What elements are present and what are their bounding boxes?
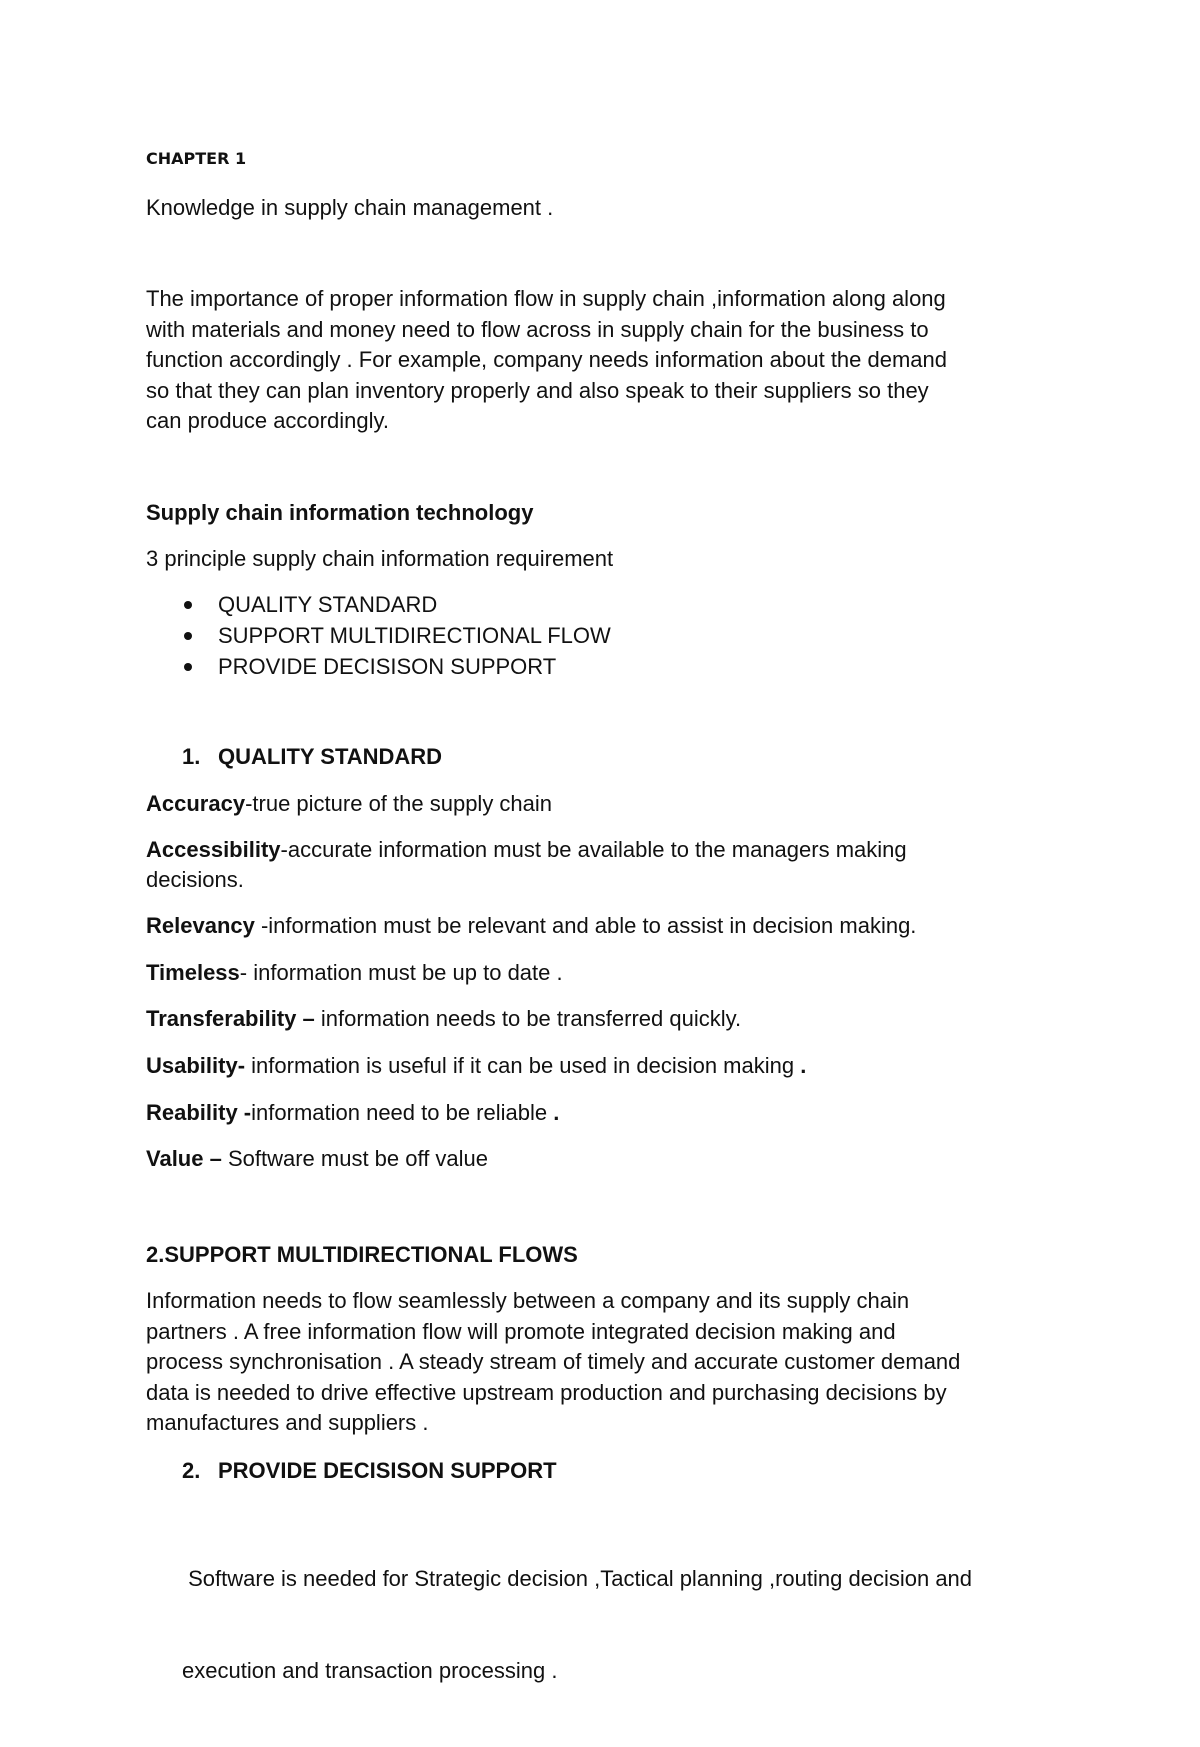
intro-paragraph — [146, 284, 947, 437]
requirement-text: QUALITY STANDARD — [218, 592, 438, 617]
quality-item-relevancy — [146, 911, 916, 941]
requirement-item — [146, 651, 611, 682]
decision-paragraph — [182, 1503, 972, 1747]
requirements-intro: 3 principle supply chain information requirement — [146, 546, 614, 571]
bullet-icon — [184, 663, 192, 671]
section-number: 1. — [182, 744, 201, 769]
flows-line: Information needs to flow seamlessly between a company and its supply chain — [146, 1288, 910, 1313]
requirements-list — [146, 589, 611, 682]
requirement-item — [146, 620, 611, 651]
quality-desc: information need to be reliable — [251, 1100, 554, 1125]
quality-term: Timeless — [146, 960, 240, 985]
quality-term: Value – — [146, 1146, 222, 1171]
quality-desc: Software must be off value — [221, 1146, 489, 1171]
quality-term: Accessibility — [146, 837, 281, 862]
quality-term: Relevancy — [146, 913, 261, 938]
quality-item-transferability — [146, 1004, 741, 1034]
decision-line: execution and transaction processing . — [182, 1657, 558, 1683]
intro-line: function accordingly . For example, company needs information about the demand — [146, 347, 948, 372]
bullet-icon — [184, 601, 192, 609]
quality-item-accuracy — [146, 789, 552, 819]
flows-line: partners . A free information flow will promote integrated decision making and — [146, 1318, 896, 1344]
flows-line: process synchronisation . A steady stream of timely and accurate customer demand — [146, 1349, 961, 1374]
quality-tail: . — [800, 1053, 807, 1078]
decision-line: Software is needed for Strategic decision ,Tactical planning ,routing decision and — [182, 1566, 973, 1591]
quality-desc: information needs to be transferred quickly. — [314, 1006, 742, 1031]
sc-it-heading: Supply chain information technology — [146, 500, 534, 525]
quality-term: Accuracy — [146, 791, 246, 816]
section-heading-flows: 2.SUPPORT MULTIDIRECTIONAL FLOWS — [146, 1242, 578, 1267]
section-heading-decision — [182, 1456, 557, 1486]
section-heading-quality — [182, 742, 442, 772]
intro-line: The importance of proper information flow in supply chain ,information along along — [146, 286, 946, 311]
quality-desc: information is useful if it can be used in decision making — [245, 1053, 801, 1078]
quality-item-usability — [146, 1051, 806, 1081]
flows-paragraph — [146, 1286, 960, 1439]
quality-desc: -information must be relevant and able to assist in decision making. — [260, 913, 917, 938]
flows-line: data is needed to drive effective upstream production and purchasing decisions by — [146, 1379, 947, 1405]
intro-line: with materials and money need to flow across in supply chain for the business to — [146, 316, 929, 342]
section-number: 2. — [182, 1458, 201, 1483]
flows-line: manufactures and suppliers . — [146, 1410, 429, 1435]
requirement-text: PROVIDE DECISISON SUPPORT — [218, 654, 557, 679]
quality-item-value — [146, 1144, 488, 1174]
quality-desc-continued: decisions. — [146, 867, 244, 892]
quality-desc: -true picture of the supply chain — [245, 791, 553, 816]
requirement-item — [146, 589, 611, 620]
bullet-icon — [184, 632, 192, 640]
section-title: QUALITY STANDARD — [218, 744, 443, 769]
quality-term: Usability- — [146, 1053, 246, 1078]
quality-desc: - information must be up to date . — [239, 960, 563, 985]
quality-tail: . — [553, 1100, 560, 1125]
section-title: PROVIDE DECISISON SUPPORT — [218, 1458, 557, 1483]
quality-item-accessibility — [146, 835, 907, 865]
intro-line: so that they can plan inventory properly and also speak to their suppliers so they — [146, 377, 929, 403]
requirement-text: SUPPORT MULTIDIRECTIONAL FLOW — [218, 623, 611, 648]
quality-term: Transferability – — [146, 1006, 315, 1031]
intro-line: can produce accordingly. — [146, 408, 389, 433]
document-subtitle: Knowledge in supply chain management . — [146, 195, 554, 220]
quality-term: Reability - — [146, 1100, 252, 1125]
quality-item-timeless — [146, 958, 563, 988]
quality-item-reability — [146, 1098, 559, 1128]
quality-desc: -accurate information must be available to the managers making — [280, 837, 907, 862]
chapter-label: CHAPTER 1 — [146, 149, 247, 168]
